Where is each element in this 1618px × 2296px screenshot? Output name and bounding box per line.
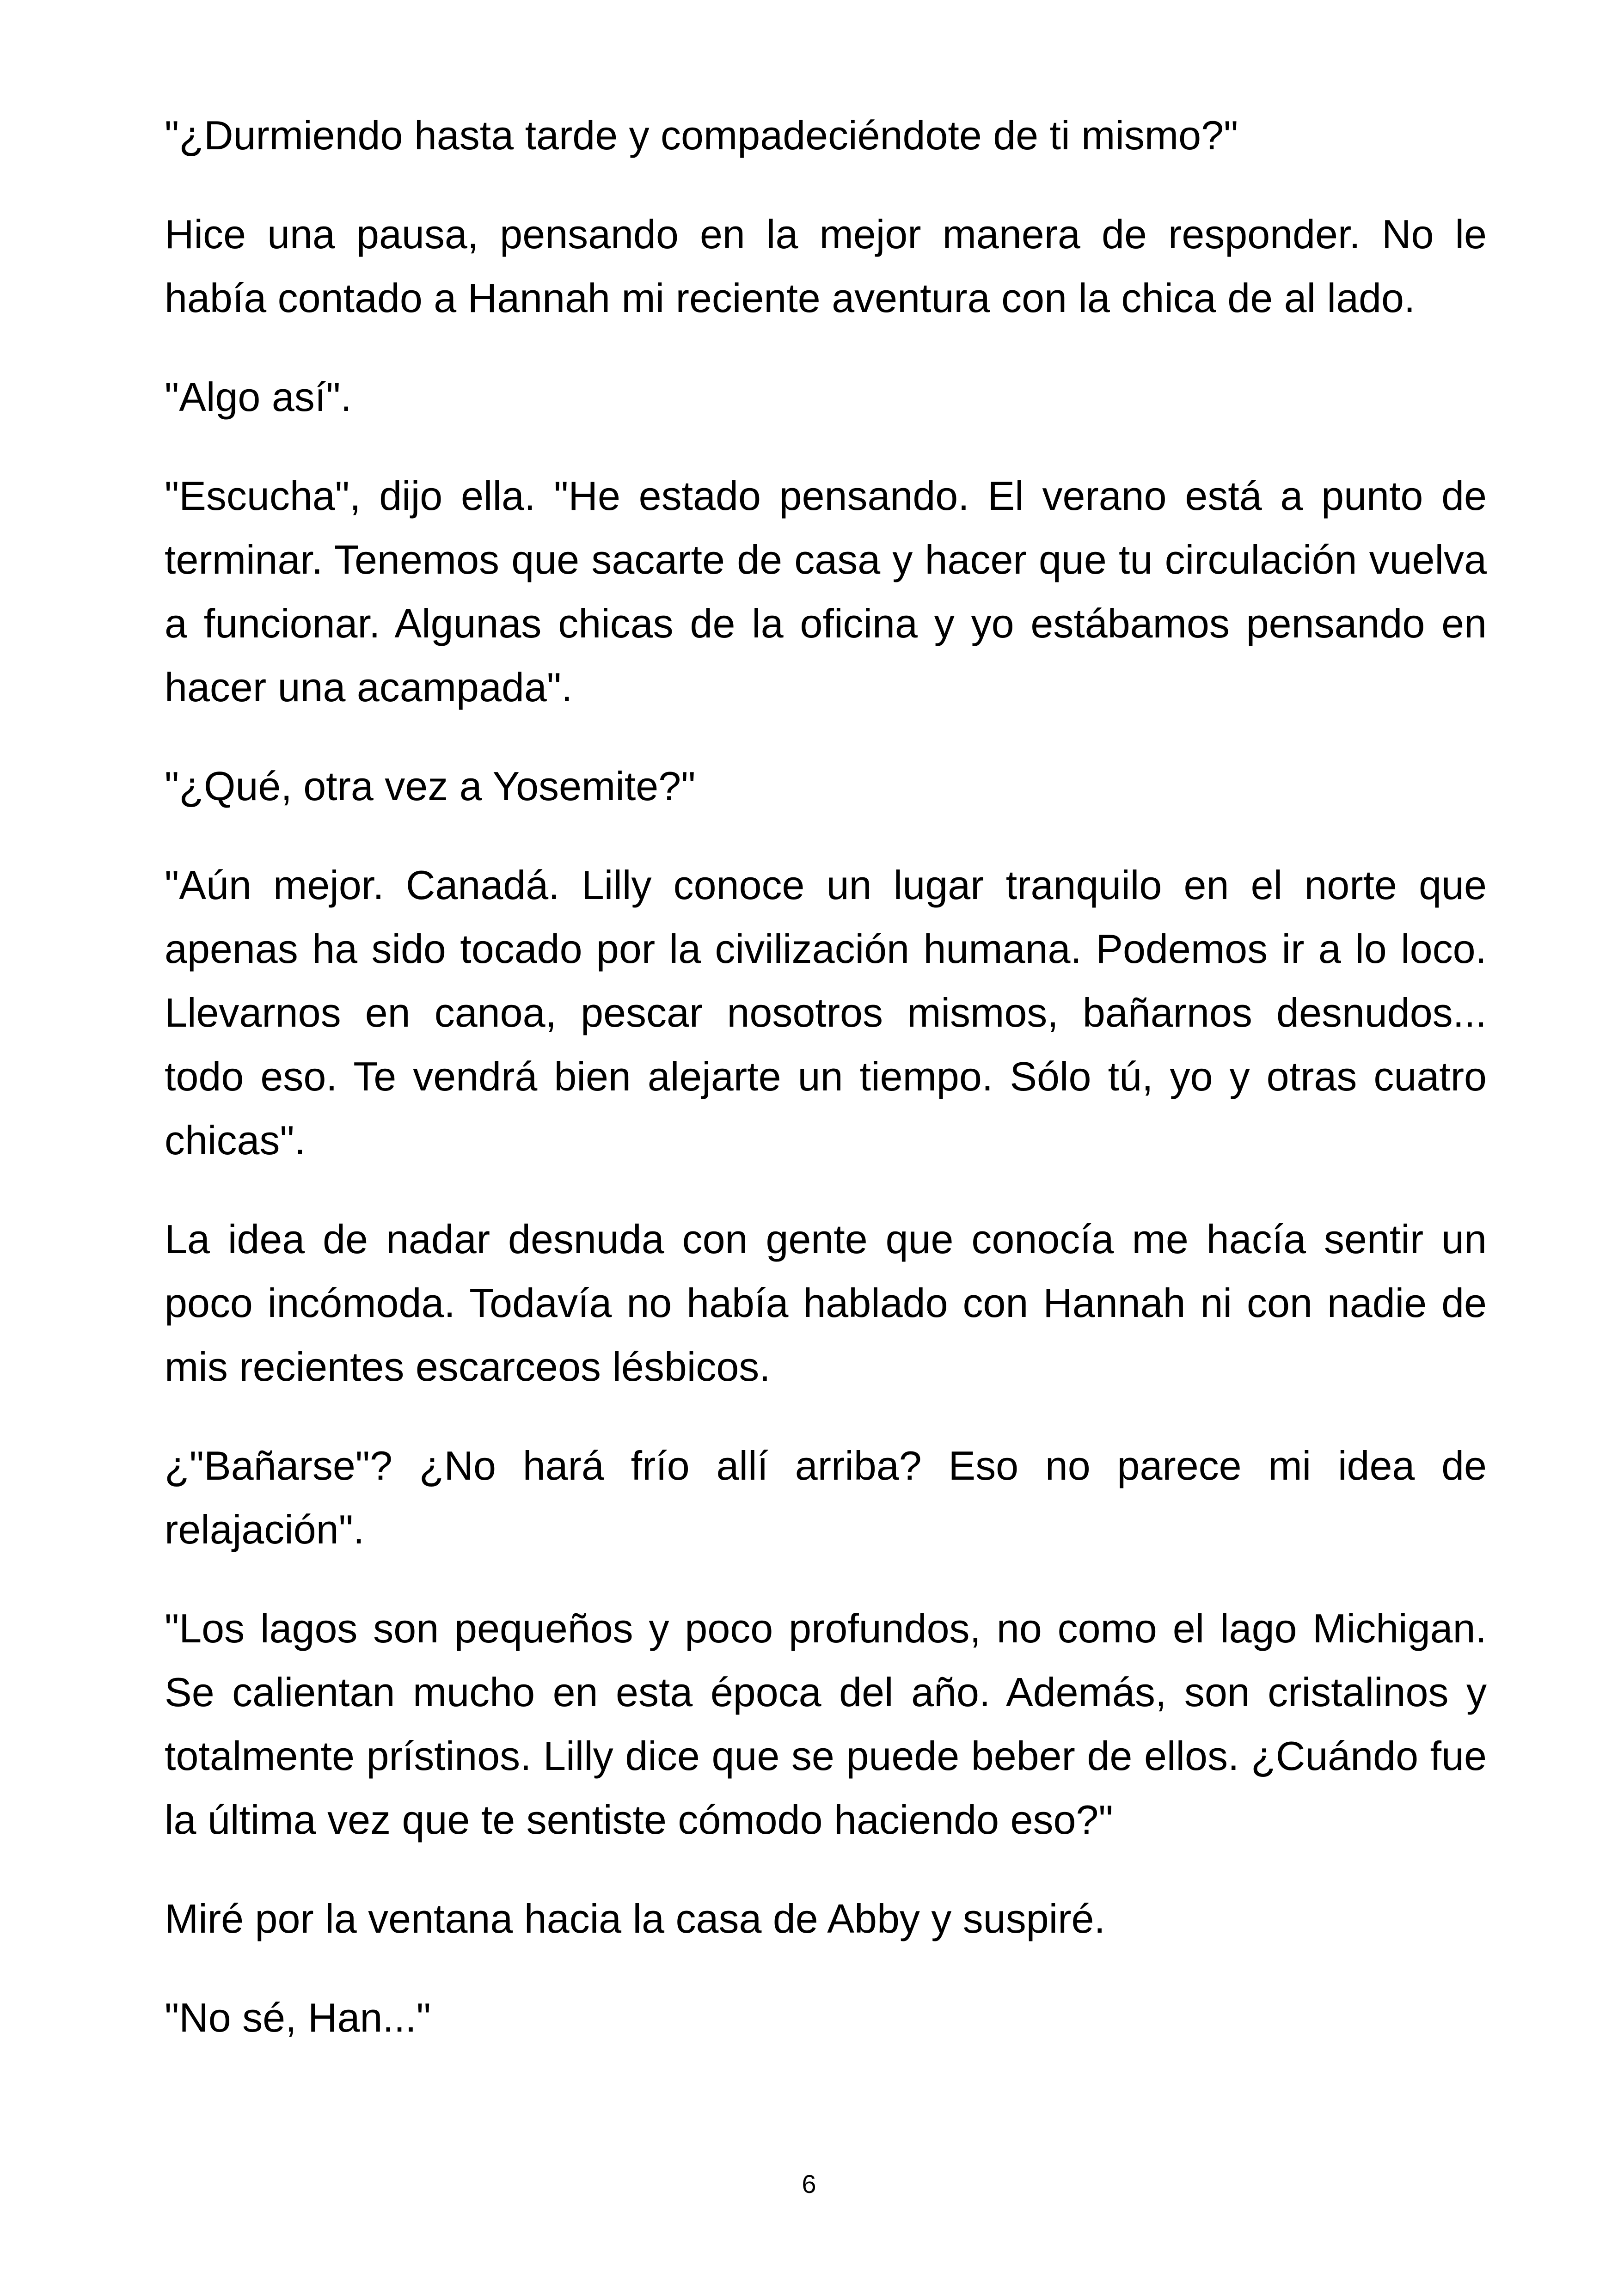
paragraph-6: "Aún mejor. Canadá. Lilly conoce un lugar tranquilo en el norte que apenas ha sido tocado por la civilización humana. Podemos ir a lo loco. Llevarnos en canoa, pescar nosotros mismos, bañarnos desnudos... todo eso. Te vendrá bien alejarte un tiempo. Sólo tú, yo y otras cuatro chicas". <box>165 862 1487 1163</box>
paragraph-10: Miré por la ventana hacia la casa de Abby y suspiré. <box>165 1896 1105 1941</box>
paragraph-11: "No sé, Han..." <box>165 1995 431 2040</box>
paragraph-5: "¿Qué, otra vez a Yosemite?" <box>165 763 696 809</box>
body-text <box>165 104 1487 2085</box>
paragraph-4: "Escucha", dijo ella. "He estado pensando. El verano está a punto de terminar. Tenemos que sacarte de casa y hacer que tu circulación vuelva a funcionar. Algunas chicas de la oficina y yo estábamos pensando en hacer una acampada". <box>165 473 1487 710</box>
paragraph-3: "Algo así". <box>165 374 352 420</box>
paragraph-8: ¿"Bañarse"? ¿No hará frío allí arriba? Eso no parece mi idea de relajación". <box>165 1443 1487 1552</box>
page-number: 6 <box>802 2169 816 2198</box>
paragraph-2: Hice una pausa, pensando en la mejor manera de responder. No le había contado a Hannah mi reciente aventura con la chica de al lado. <box>165 211 1487 321</box>
paragraph-7: La idea de nadar desnuda con gente que conocía me hacía sentir un poco incómoda. Todavía no había hablado con Hannah ni con nadie de mis recientes escarceos lésbicos. <box>165 1216 1487 1390</box>
paragraph-1: "¿Durmiendo hasta tarde y compadeciéndote de ti mismo?" <box>165 112 1238 158</box>
paragraph-9: "Los lagos son pequeños y poco profundos, no como el lago Michigan. Se calientan mucho en esta época del año. Además, son cristalinos y totalmente prístinos. Lilly dice que se puede beber de ellos. ¿Cuándo fue la última vez que te sentiste cómodo haciendo eso?" <box>165 1605 1487 1843</box>
